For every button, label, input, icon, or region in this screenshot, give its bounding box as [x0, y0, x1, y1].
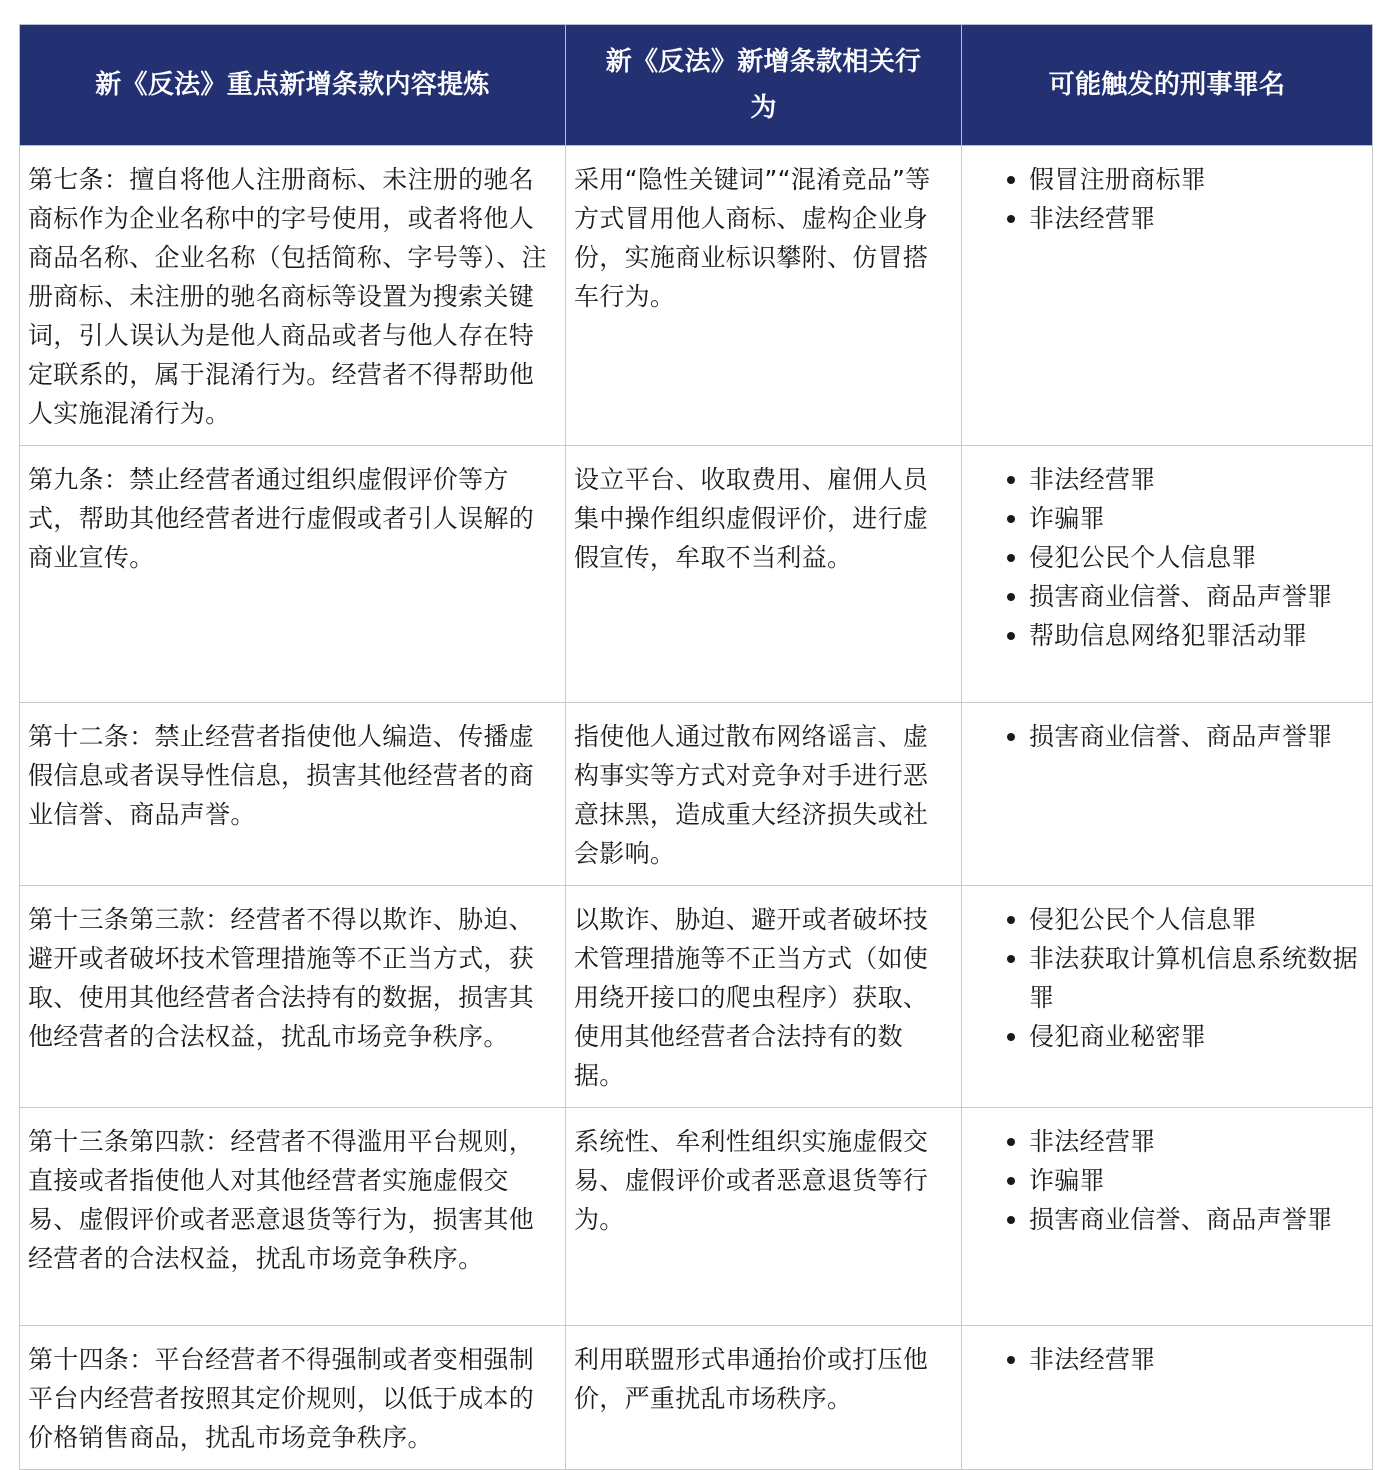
table-row — [20, 446, 1373, 703]
clause-cell: 第十三条第四款：经营者不得滥用平台规则，直接或者指使他人对其他经营者实施虚假交易、虚假评价或者恶意退货等行为，损害其他经营者的合法权益，扰乱市场竞争秩序。 — [20, 1108, 566, 1326]
crime-item: 非法经营罪 — [1029, 1340, 1364, 1379]
crimes-cell — [962, 1108, 1373, 1326]
crime-list — [1000, 717, 1364, 756]
behavior-cell: 利用联盟形式串通抬价或打压他价，严重扰乱市场秩序。 — [566, 1326, 962, 1470]
header-clause: 新《反法》重点新增条款内容提炼 — [20, 25, 566, 146]
crime-item: 诈骗罪 — [1029, 1161, 1364, 1200]
behavior-cell: 系统性、牟利性组织实施虚假交易、虚假评价或者恶意退货等行为。 — [566, 1108, 962, 1326]
crime-item: 损害商业信誉、商品声誉罪 — [1029, 577, 1364, 616]
crime-list — [1000, 900, 1364, 1056]
crime-item: 诈骗罪 — [1029, 499, 1364, 538]
header-crimes: 可能触发的刑事罪名 — [962, 25, 1373, 146]
crimes-cell — [962, 146, 1373, 446]
table-row — [20, 703, 1373, 886]
law-comparison-table — [19, 24, 1373, 1470]
header-behavior: 新《反法》新增条款相关行为 — [566, 25, 962, 146]
crime-list — [1000, 160, 1364, 238]
crime-item: 假冒注册商标罪 — [1029, 160, 1364, 199]
crime-item: 侵犯公民个人信息罪 — [1029, 538, 1364, 577]
table-row — [20, 146, 1373, 446]
crime-item: 非法经营罪 — [1029, 1122, 1364, 1161]
crimes-cell — [962, 1326, 1373, 1470]
crime-item: 损害商业信誉、商品声誉罪 — [1029, 1200, 1364, 1239]
behavior-cell: 以欺诈、胁迫、避开或者破坏技术管理措施等不正当方式（如使用绕开接口的爬虫程序）获取、使用其他经营者合法持有的数据。 — [566, 886, 962, 1108]
crime-list — [1000, 1340, 1364, 1379]
table-row — [20, 1326, 1373, 1470]
table-row — [20, 1108, 1373, 1326]
clause-cell: 第九条：禁止经营者通过组织虚假评价等方式，帮助其他经营者进行虚假或者引人误解的商业宣传。 — [20, 446, 566, 703]
clause-cell: 第十三条第三款：经营者不得以欺诈、胁迫、避开或者破坏技术管理措施等不正当方式，获取、使用其他经营者合法持有的数据，损害其他经营者的合法权益，扰乱市场竞争秩序。 — [20, 886, 566, 1108]
clause-cell: 第十四条：平台经营者不得强制或者变相强制平台内经营者按照其定价规则，以低于成本的价格销售商品，扰乱市场竞争秩序。 — [20, 1326, 566, 1470]
table-row — [20, 886, 1373, 1108]
crime-item: 非法经营罪 — [1029, 460, 1364, 499]
crimes-cell — [962, 446, 1373, 703]
behavior-cell: 指使他人通过散布网络谣言、虚构事实等方式对竞争对手进行恶意抹黑，造成重大经济损失或社会影响。 — [566, 703, 962, 886]
crime-item: 帮助信息网络犯罪活动罪 — [1029, 616, 1364, 655]
table-container — [19, 24, 1372, 1470]
table-header-row — [20, 25, 1373, 146]
clause-cell: 第十二条：禁止经营者指使他人编造、传播虚假信息或者误导性信息，损害其他经营者的商业信誉、商品声誉。 — [20, 703, 566, 886]
crime-item: 损害商业信誉、商品声誉罪 — [1029, 717, 1364, 756]
crime-list — [1000, 1122, 1364, 1239]
crime-item: 侵犯商业秘密罪 — [1029, 1017, 1364, 1056]
crime-item: 非法经营罪 — [1029, 199, 1364, 238]
crime-list — [1000, 460, 1364, 655]
crime-item: 侵犯公民个人信息罪 — [1029, 900, 1364, 939]
crime-item: 非法获取计算机信息系统数据罪 — [1029, 939, 1364, 1017]
clause-cell: 第七条：擅自将他人注册商标、未注册的驰名商标作为企业名称中的字号使用，或者将他人商品名称、企业名称（包括简称、字号等）、注册商标、未注册的驰名商标等设置为搜索关键词，引人误认为是他人商品或者与他人存在特定联系的，属于混淆行为。经营者不得帮助他人实施混淆行为。 — [20, 146, 566, 446]
crimes-cell — [962, 703, 1373, 886]
crimes-cell — [962, 886, 1373, 1108]
behavior-cell: 采用“隐性关键词”“混淆竞品”等方式冒用他人商标、虚构企业身份，实施商业标识攀附、仿冒搭车行为。 — [566, 146, 962, 446]
behavior-cell: 设立平台、收取费用、雇佣人员集中操作组织虚假评价，进行虚假宣传，牟取不当利益。 — [566, 446, 962, 703]
